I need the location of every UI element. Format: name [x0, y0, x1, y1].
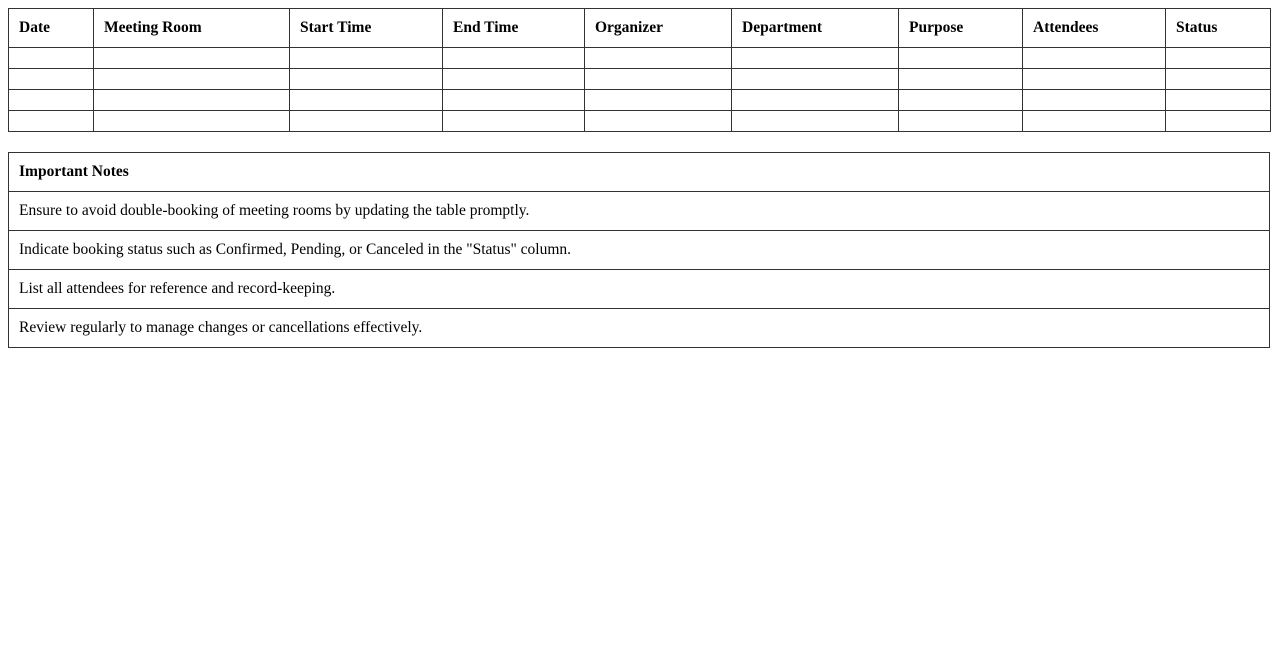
table-cell[interactable]: [732, 111, 899, 132]
table-cell[interactable]: [1166, 90, 1271, 111]
column-header-start-time: Start Time: [290, 9, 443, 48]
note-item: Indicate booking status such as Confirmed, Pending, or Canceled in the "Status" column.: [9, 231, 1270, 270]
table-cell[interactable]: [443, 111, 585, 132]
table-cell[interactable]: [290, 90, 443, 111]
note-row: [9, 309, 1270, 348]
table-cell[interactable]: [94, 90, 290, 111]
table-cell[interactable]: [290, 48, 443, 69]
note-row: [9, 231, 1270, 270]
table-cell[interactable]: [585, 48, 732, 69]
table-row: [9, 48, 1271, 69]
note-row: [9, 270, 1270, 309]
notes-header-row: [9, 153, 1270, 192]
table-row: [9, 69, 1271, 90]
column-header-organizer: Organizer: [585, 9, 732, 48]
table-cell[interactable]: [1023, 48, 1166, 69]
table-cell[interactable]: [732, 48, 899, 69]
meeting-booking-table: [8, 8, 1271, 132]
table-cell[interactable]: [9, 90, 94, 111]
table-cell[interactable]: [899, 111, 1023, 132]
table-cell[interactable]: [290, 111, 443, 132]
table-cell[interactable]: [94, 48, 290, 69]
column-header-attendees: Attendees: [1023, 9, 1166, 48]
column-header-department: Department: [732, 9, 899, 48]
table-cell[interactable]: [1166, 69, 1271, 90]
table-row: [9, 111, 1271, 132]
column-header-end-time: End Time: [443, 9, 585, 48]
table-cell[interactable]: [899, 90, 1023, 111]
note-item: Review regularly to manage changes or cancellations effectively.: [9, 309, 1270, 348]
table-cell[interactable]: [585, 90, 732, 111]
table-cell[interactable]: [899, 69, 1023, 90]
table-cell[interactable]: [1023, 69, 1166, 90]
table-cell[interactable]: [443, 48, 585, 69]
important-notes-table: [8, 152, 1270, 348]
table-cell[interactable]: [94, 69, 290, 90]
table-cell[interactable]: [290, 69, 443, 90]
table-cell[interactable]: [1166, 48, 1271, 69]
table-cell[interactable]: [443, 69, 585, 90]
note-item: Ensure to avoid double-booking of meeting rooms by updating the table promptly.: [9, 192, 1270, 231]
table-row: [9, 90, 1271, 111]
column-header-meeting-room: Meeting Room: [94, 9, 290, 48]
table-cell[interactable]: [585, 111, 732, 132]
table-cell[interactable]: [9, 48, 94, 69]
table-cell[interactable]: [9, 69, 94, 90]
table-cell[interactable]: [585, 69, 732, 90]
table-cell[interactable]: [899, 48, 1023, 69]
column-header-purpose: Purpose: [899, 9, 1023, 48]
page: [8, 8, 1270, 348]
table-cell[interactable]: [1023, 111, 1166, 132]
table-cell[interactable]: [732, 69, 899, 90]
header-row: [9, 9, 1271, 48]
note-row: [9, 192, 1270, 231]
table-cell[interactable]: [94, 111, 290, 132]
column-header-date: Date: [9, 9, 94, 48]
note-item: List all attendees for reference and record-keeping.: [9, 270, 1270, 309]
notes-heading: Important Notes: [9, 153, 1270, 192]
column-header-status: Status: [1166, 9, 1271, 48]
table-cell[interactable]: [732, 90, 899, 111]
table-cell[interactable]: [443, 90, 585, 111]
table-cell[interactable]: [1166, 111, 1271, 132]
table-cell[interactable]: [9, 111, 94, 132]
table-cell[interactable]: [1023, 90, 1166, 111]
